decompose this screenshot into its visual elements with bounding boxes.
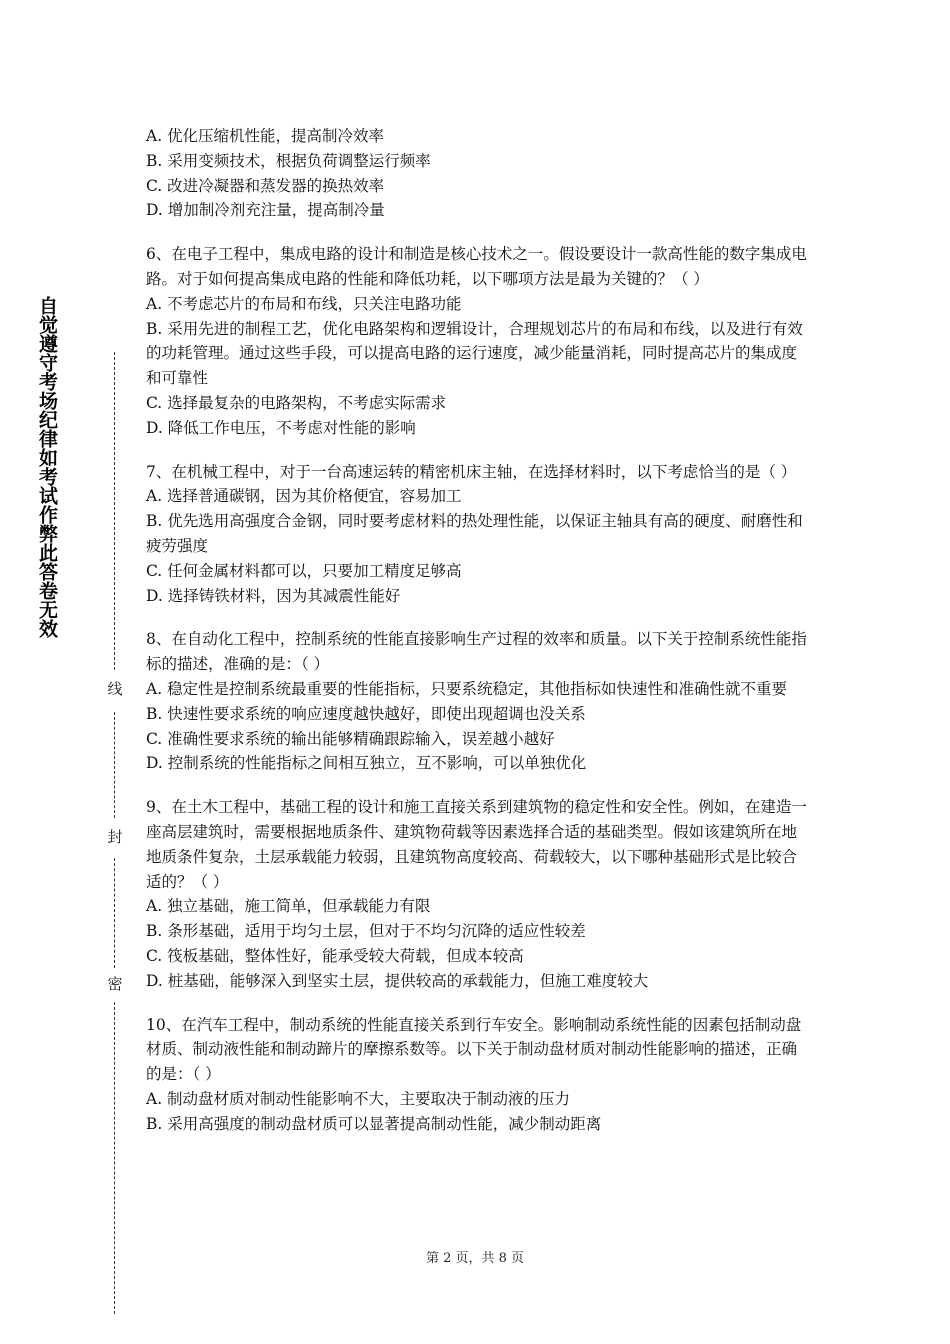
binding-label-secret: 密	[107, 975, 123, 993]
option: A. 稳定性是控制系统最重要的性能指标，只要系统稳定，其他指标如快速性和准确性就不重要	[146, 679, 788, 698]
option: D. 增加制冷剂充注量，提高制冷量	[146, 201, 385, 220]
option: A. 独立基础，施工简单，但承载能力有限	[146, 897, 431, 916]
option: B. 条形基础，适用于均匀土层，但对于不均匀沉降的适应性较差	[146, 922, 586, 941]
option: C. 改进冷凝器和蒸发器的换热效率	[146, 176, 385, 195]
question-7	[146, 460, 810, 609]
question-8	[146, 627, 810, 776]
question-stem: 7、在机械工程中，对于一台高速运转的精密机床主轴，在选择材料时，以下考虑恰当的是（ ）	[146, 462, 797, 481]
option: D. 桩基础，能够深入到坚实土层，提供较高的承载能力，但施工难度较大	[146, 971, 649, 990]
binding-label-line: 线	[107, 680, 123, 698]
question-6	[146, 242, 810, 440]
option: B. 快速性要求系统的响应速度越快越好，即使出现超调也没关系	[146, 704, 586, 723]
exam-content	[146, 124, 810, 1136]
option: B. 采用高强度的制动盘材质可以显著提高制动性能，减少制动距离	[146, 1114, 602, 1133]
question-10	[146, 1013, 810, 1137]
option: D. 选择铸铁材料，因为其减震性能好	[146, 586, 401, 605]
option: A. 不考虑芯片的布局和布线，只关注电路功能	[146, 294, 462, 313]
option: A. 选择普通碳钢，因为其价格便宜，容易加工	[146, 487, 462, 506]
question-stem: 8、在自动化工程中，控制系统的性能直接影响生产过程的效率和质量。以下关于控制系统性能指标的描述，准确的是：（ ）	[146, 630, 807, 674]
exam-discipline-warning: 自觉遵守考场纪律如考试作弊此答卷无效	[36, 296, 58, 638]
option: C. 任何金属材料都可以，只要加工精度足够高	[146, 561, 462, 580]
question-9	[146, 795, 810, 993]
option: B. 采用先进的制程工艺，优化电路架构和逻辑设计，合理规划芯片的布局和布线，以及进行有效的功耗管理。通过这些手段，可以提高电路的运行速度，减少能量消耗，同时提高芯片的集成度和可靠性	[146, 319, 803, 388]
option: A. 优化压缩机性能，提高制冷效率	[146, 127, 385, 145]
binding-label-seal: 封	[107, 828, 123, 846]
binding-line-segment	[114, 858, 115, 968]
binding-line-segment	[114, 352, 115, 670]
option: C. 选择最复杂的电路架构，不考虑实际需求	[146, 393, 447, 412]
binding-line-segment	[114, 1002, 115, 1314]
option: B. 采用变频技术，根据负荷调整运行频率	[146, 151, 431, 170]
binding-line-segment	[114, 712, 115, 818]
page-footer: 第 2 页，共 8 页	[425, 1251, 525, 1266]
option: C. 准确性要求系统的输出能够精确跟踪输入，误差越小越好	[146, 729, 555, 748]
option: D. 降低工作电压，不考虑对性能的影响	[146, 418, 416, 437]
question-stem: 10、在汽车工程中，制动系统的性能直接关系到行车安全。影响制动系统性能的因素包括制动盘材质、制动液性能和制动蹄片的摩擦系数等。以下关于制动盘材质对制动性能影响的描述，正确的是：（ ）	[146, 1015, 802, 1084]
option: C. 筏板基础，整体性好，能承受较大荷载，但成本较高	[146, 946, 524, 965]
question-stem: 6、在电子工程中，集成电路的设计和制造是核心技术之一。假设要设计一款高性能的数字集成电路。对于如何提高集成电路的性能和降低功耗，以下哪项方法是最为关键的？（ ）	[146, 245, 807, 288]
leading-options	[146, 124, 810, 223]
option: B. 优先选用高强度合金钢，同时要考虑材料的热处理性能，以保证主轴具有高的硬度、耐磨性和疲劳强度	[146, 512, 803, 555]
question-stem: 9、在土木工程中，基础工程的设计和施工直接关系到建筑物的稳定性和安全性。例如，在建造一座高层建筑时，需要根据地质条件、建筑物荷载等因素选择合适的基础类型。假如该建筑所在地地质条件复杂，土层承载能力较弱，且建筑物高度较高、荷载较大，以下哪种基础形式是比较合适的？（ ）	[146, 798, 807, 891]
option: A. 制动盘材质对制动性能影响不大，主要取决于制动液的压力	[146, 1089, 571, 1108]
option: D. 控制系统的性能指标之间相互独立，互不影响，可以单独优化	[146, 754, 587, 773]
